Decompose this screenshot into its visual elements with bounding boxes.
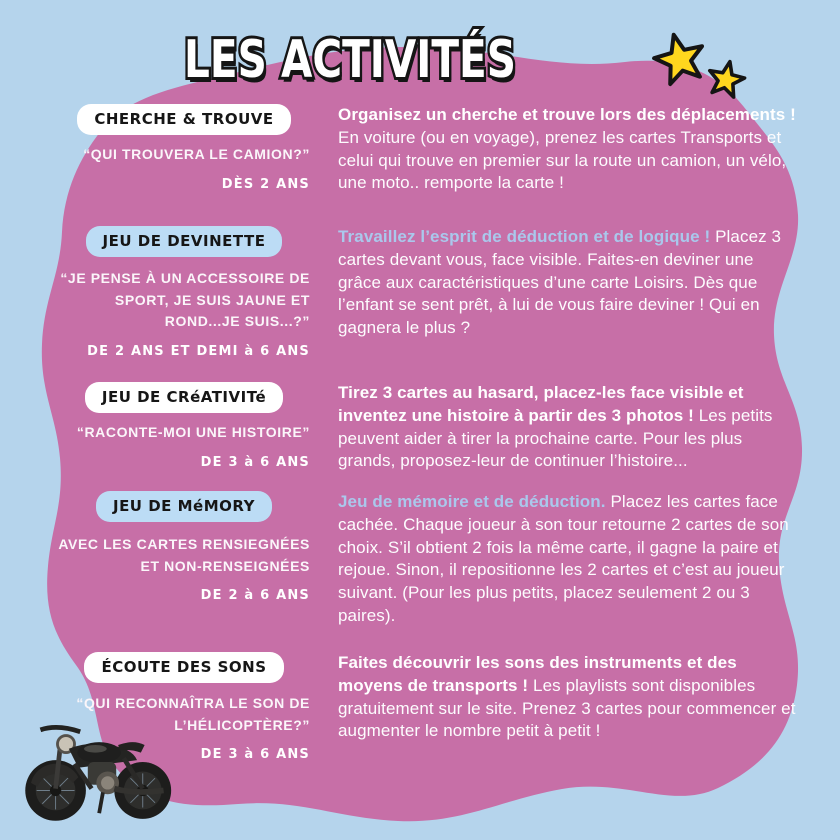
activity-description-body: Les petits peuvent aider à tirer la prochaine carte. Pour les plus grands, proposez-leur de continuer l’histoire... <box>338 405 773 471</box>
activity-row-cherche-et-trouve <box>58 104 800 195</box>
activity-description-lead: Jeu de mémoire et de déduction. <box>338 492 606 511</box>
activity-description <box>338 104 800 195</box>
activity-badge: JEU DE MéMORY <box>96 491 272 522</box>
activity-description-lead: Faites découvrir les sons des instruments et des moyens de transports ! <box>338 653 737 695</box>
activity-description-body: En voiture (ou en voyage), prenez les cartes Transports et celui qui trouve en premier sur la route un camion, un vélo, une moto.. remporte la carte ! <box>338 127 787 193</box>
activity-badge: JEU DE CRéATIVITé <box>85 382 283 413</box>
activity-description-lead: Tirez 3 cartes au hasard, placez-les face visible et inventez une histoire à partir des 3 photos ! <box>338 383 744 425</box>
activity-subtitle: AVEC LES CARTES RENSIEGNÉES ET NON-RENSEIGNÉES <box>58 536 310 574</box>
star-icon <box>638 30 758 110</box>
activity-age-range: DÈS 2 ANS <box>221 176 310 192</box>
page-title: LES ACTIVITÉS <box>184 30 516 90</box>
activity-subtitle: “RACONTE-MOI UNE HISTOIRE” <box>76 424 310 440</box>
activity-subtitle: “QUI RECONNAÎTRA LE SON DE L’HÉLICOPTÈRE?” <box>76 695 310 733</box>
activity-label-column <box>58 491 310 628</box>
activity-label-column <box>58 104 310 195</box>
activity-description-body: Placez 3 cartes devant vous, face visible. Faites-en deviner une grâce aux caractéristiques d’une carte Loisirs. Dès que l’enfant se sent prêt, à lui de vous faire deviner ! Qui en gagnera le plus ? <box>338 227 782 338</box>
activity-label-column <box>58 382 310 473</box>
activity-age-range: DE 3 à 6 ANS <box>200 454 310 470</box>
activity-description-body: Placez les cartes face cachée. Chaque joueur à son tour retourne 2 cartes de son choix. S’il obtient 2 fois la même carte, il gagne la paire et rejoue. Sinon, il repositionne les 2 cartes et c’est au joueur suivant. (Pour les plus petits, placez seulement 2 ou 3 paires). <box>338 492 789 625</box>
activity-age-range: DE 2 à 6 ANS <box>200 588 310 604</box>
activity-badge: CHERCHE & TROUVE <box>77 104 290 135</box>
activity-description-body: Les playlists sont disponibles gratuitement sur le site. Prenez 3 cartes pour commencer et augmenter le nombre petit à petit ! <box>338 675 796 741</box>
activity-description <box>338 491 800 628</box>
activity-subtitle: “JE PENSE À UN ACCESSOIRE DE SPORT, JE SUIS JAUNE ET ROND...JE SUIS...?” <box>60 270 310 330</box>
activity-row-jeu-de-creativite <box>58 382 800 473</box>
activity-age-range: DE 3 à 6 ANS <box>200 747 310 763</box>
activity-badge: JEU DE DEVINETTE <box>86 226 283 257</box>
activity-description <box>338 382 800 473</box>
activity-description-lead: Organisez un cherche et trouve lors des déplacements ! <box>338 105 796 124</box>
activity-row-jeu-de-devinette <box>58 226 800 359</box>
activity-age-range: DE 2 ANS ET DEMI à 6 ANS <box>87 344 310 360</box>
activity-description <box>338 652 800 762</box>
activity-label-column <box>58 226 310 359</box>
activity-row-jeu-de-memory <box>58 491 800 628</box>
motorcycle-photo <box>12 700 192 826</box>
activity-description <box>338 226 800 359</box>
activity-description-lead: Travaillez l’esprit de déduction et de logique ! <box>338 227 711 246</box>
activity-badge: ÉCOUTE DES SONS <box>84 652 283 683</box>
activity-subtitle: “QUI TROUVERA LE CAMION?” <box>83 146 310 162</box>
